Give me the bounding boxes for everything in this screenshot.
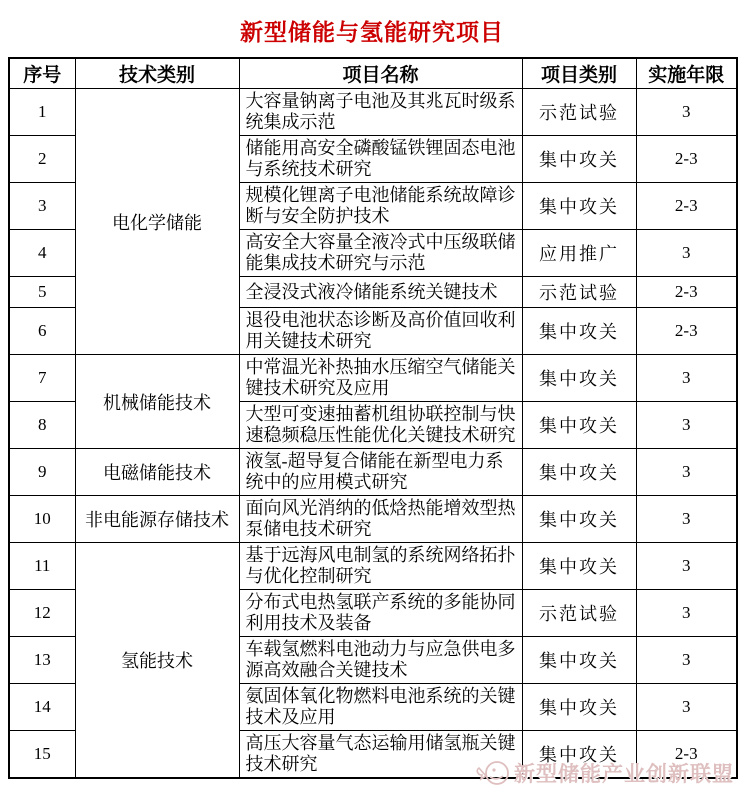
row-number: 12 xyxy=(9,590,75,637)
category-cell-mechanical: 机械储能技术 xyxy=(75,355,239,449)
project-type: 集中攻关 xyxy=(522,355,636,402)
years-value: 2-3 xyxy=(636,136,737,183)
row-number: 4 xyxy=(9,230,75,277)
years-value: 3 xyxy=(636,543,737,590)
years-value: 3 xyxy=(636,402,737,449)
project-name: 面向风光消纳的低焓热能增效型热泵储电技术研究 xyxy=(239,496,522,543)
project-type: 集中攻关 xyxy=(522,637,636,684)
years-value: 2-3 xyxy=(636,731,737,779)
project-name: 全浸没式液冷储能系统关键技术 xyxy=(239,277,522,308)
project-name: 基于远海风电制氢的系统网络拓扑与优化控制研究 xyxy=(239,543,522,590)
row-number: 8 xyxy=(9,402,75,449)
project-name: 高安全大容量全液冷式中压级联储能集成技术研究与示范 xyxy=(239,230,522,277)
project-type: 集中攻关 xyxy=(522,496,636,543)
category-cell-electrochemical: 电化学储能 xyxy=(75,89,239,355)
project-type: 示范试验 xyxy=(522,590,636,637)
years-value: 2-3 xyxy=(636,277,737,308)
row-number: 1 xyxy=(9,89,75,136)
project-name: 大容量钠离子电池及其兆瓦时级系统集成示范 xyxy=(239,89,522,136)
col-header-no: 序号 xyxy=(9,58,75,89)
years-value: 3 xyxy=(636,590,737,637)
project-type: 集中攻关 xyxy=(522,684,636,731)
col-header-category: 技术类别 xyxy=(75,58,239,89)
project-name: 分布式电热氢联产系统的多能协同利用技术及装备 xyxy=(239,590,522,637)
page-title: 新型储能与氢能研究项目 xyxy=(240,20,504,45)
row-number: 15 xyxy=(9,731,75,779)
row-number: 6 xyxy=(9,308,75,355)
project-type: 集中攻关 xyxy=(522,308,636,355)
years-value: 3 xyxy=(636,355,737,402)
projects-table xyxy=(8,57,738,779)
years-value: 3 xyxy=(636,89,737,136)
project-name: 规模化锂离子电池储能系统故障诊断与安全防护技术 xyxy=(239,183,522,230)
table-row xyxy=(9,449,737,496)
category-cell-hydrogen: 氢能技术 xyxy=(75,543,239,779)
years-value: 2-3 xyxy=(636,183,737,230)
row-number: 5 xyxy=(9,277,75,308)
project-name: 车载氢燃料电池动力与应急供电多源高效融合关键技术 xyxy=(239,637,522,684)
footer-watermark xyxy=(476,758,734,788)
project-name: 高压大容量气态运输用储氢瓶关键技术研究 xyxy=(239,731,522,779)
table-row xyxy=(9,89,737,136)
row-number: 3 xyxy=(9,183,75,230)
years-value: 3 xyxy=(636,449,737,496)
project-type: 集中攻关 xyxy=(522,449,636,496)
row-number: 9 xyxy=(9,449,75,496)
project-name: 储能用高安全磷酸锰铁锂固态电池与系统技术研究 xyxy=(239,136,522,183)
project-type: 集中攻关 xyxy=(522,731,636,779)
table-row xyxy=(9,543,737,590)
years-value: 3 xyxy=(636,230,737,277)
table-row xyxy=(9,355,737,402)
col-header-project: 项目名称 xyxy=(239,58,522,89)
table-row xyxy=(9,496,737,543)
row-number: 7 xyxy=(9,355,75,402)
category-cell-electromagnetic: 电磁储能技术 xyxy=(75,449,239,496)
years-value: 3 xyxy=(636,684,737,731)
project-name: 退役电池状态诊断及高价值回收利用关键技术研究 xyxy=(239,308,522,355)
project-type: 集中攻关 xyxy=(522,402,636,449)
years-value: 3 xyxy=(636,637,737,684)
row-number: 11 xyxy=(9,543,75,590)
project-name: 中常温光补热抽水压缩空气储能关键技术研究及应用 xyxy=(239,355,522,402)
header-row xyxy=(9,58,737,89)
project-type: 集中攻关 xyxy=(522,543,636,590)
project-type: 应用推广 xyxy=(522,230,636,277)
project-type: 集中攻关 xyxy=(522,183,636,230)
col-header-type: 项目类别 xyxy=(522,58,636,89)
project-name: 大型可变速抽蓄机组协联控制与快速稳频稳压性能优化关键技术研究 xyxy=(239,402,522,449)
years-value: 2-3 xyxy=(636,308,737,355)
alliance-logo-text: 新型储能产业创新联盟 xyxy=(514,762,734,786)
row-number: 14 xyxy=(9,684,75,731)
project-type: 集中攻关 xyxy=(522,136,636,183)
row-number: 13 xyxy=(9,637,75,684)
project-type: 示范试验 xyxy=(522,277,636,308)
col-header-years: 实施年限 xyxy=(636,58,737,89)
project-name: 液氢-超导复合储能在新型电力系统中的应用模式研究 xyxy=(239,449,522,496)
project-name: 氨固体氧化物燃料电池系统的关键技术及应用 xyxy=(239,684,522,731)
chick-face-icon xyxy=(476,758,510,788)
row-number: 10 xyxy=(9,496,75,543)
row-number: 2 xyxy=(9,136,75,183)
years-value: 3 xyxy=(636,496,737,543)
project-type: 示范试验 xyxy=(522,89,636,136)
category-cell-non-electric: 非电能源存储技术 xyxy=(75,496,239,543)
